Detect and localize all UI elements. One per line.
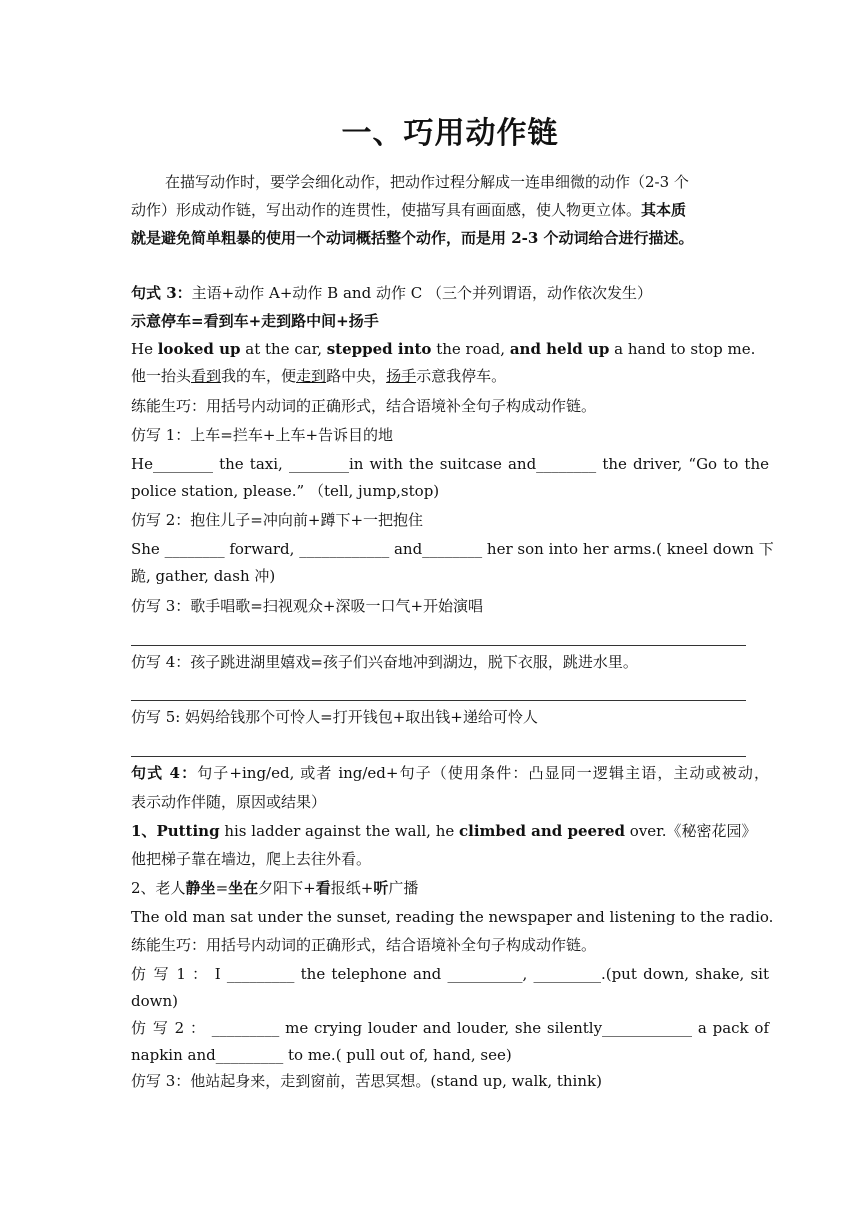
exercise-1-line-1: He________ the taxi, ________in with the suitcase and________ the driver, “Go to the	[131, 455, 769, 473]
exercise-5-prompt: 仿写 5: 妈妈给钱那个可怜人=打开钱包+取出钱+递给可怜人	[131, 708, 538, 726]
practice-instruction-1: 练能生巧：用括号内动词的正确形式，结合语境补全句子构成动作链。	[131, 397, 597, 415]
intro-line-2	[131, 200, 769, 220]
answer-line-4[interactable]	[131, 700, 746, 701]
intro-line-2-bold: 其本质	[641, 201, 687, 219]
exercise-4-3-prompt: 仿写 3：他站起身来，走到窗前，苦思冥想。(stand up, walk, think)	[131, 1072, 602, 1090]
exercise-2-prompt: 仿写 2：抱住儿子=冲向前+蹲下+一把抱住	[131, 511, 424, 529]
pattern-4-desc: 句子+ing/ed, 或者 ing/ed+句子（使用条件：凸显同一逻辑主语，主动或被动，	[197, 764, 769, 782]
ex-bold-verb: 看	[315, 879, 331, 897]
ex-number: 1、	[131, 822, 157, 840]
pattern-3-example-en	[131, 339, 769, 359]
pattern-3-heading	[131, 283, 769, 303]
ex-bold-verb: 听	[373, 879, 389, 897]
ex-text: =	[215, 879, 229, 897]
pattern-3-example-zh	[131, 366, 769, 386]
pattern-4-label: 句式 4：	[131, 764, 198, 782]
exercise-4-1-line-2: down)	[131, 992, 178, 1010]
pattern-4-example-1-zh: 他把梯子靠在墙边，爬上去往外看。	[131, 850, 372, 868]
intro-line-3: 就是避免简单粗暴的使用一个动词概括整个动作，而是用 2-3 个动词给合进行描述。	[131, 229, 694, 247]
pattern-4-example-2-zh	[131, 878, 769, 898]
zh-text: 我的车，便	[221, 367, 297, 385]
intro-line-2-text: 动作）形成动作链，写出动作的连贯性，使描写具有画面感，使人物更立体。	[131, 201, 642, 219]
pattern-4-example-1-en	[131, 821, 769, 841]
zh-text: 示意我停车。	[416, 367, 507, 385]
exercise-4-1-line-1: 仿 写 1 ： I _________ the telephone and __________, _________.(put down, shake, sit	[131, 965, 769, 983]
ex-bold-verb: climbed and peered	[459, 822, 626, 840]
ex-bold-verb: 坐在	[228, 879, 259, 897]
zh-text: 路中央，	[326, 367, 387, 385]
zh-text: 他一抬头	[131, 367, 192, 385]
exercise-2-line-2: 跪, gather, dash 冲)	[131, 567, 276, 585]
ex-text: He	[131, 340, 158, 358]
ex-text: 广播	[388, 879, 419, 897]
zh-underlined-verb: 走到	[296, 367, 327, 385]
ex-text: a hand to stop me.	[609, 340, 756, 358]
practice-instruction-2: 练能生巧：用括号内动词的正确形式，结合语境补全句子构成动作链。	[131, 936, 597, 954]
pattern-4-desc-2: 表示动作伴随，原因或结果）	[131, 793, 327, 811]
ex-text: his ladder against the wall, he	[219, 822, 460, 840]
pattern-3-label: 句式 3：	[131, 284, 192, 302]
ex-bold-verb: stepped into	[326, 340, 432, 358]
ex-text: at the car,	[240, 340, 327, 358]
exercise-4-2-line-2: napkin and_________ to me.( pull out of, hand, see)	[131, 1046, 512, 1064]
pattern-3-desc: 主语+动作 A+动作 B and 动作 C （三个并列谓语，动作依次发生）	[191, 284, 652, 302]
intro-line-1: 在描写动作时，要学会细化动作，把动作过程分解成一连串细微的动作（2-3 个	[165, 173, 689, 191]
answer-line-3[interactable]	[131, 645, 746, 646]
exercise-3-prompt: 仿写 3：歌手唱歌=扫视观众+深吸一口气+开始演唱	[131, 597, 484, 615]
page-title: 一、巧用动作链	[341, 116, 559, 151]
pattern-4-example-2-en: The old man sat under the sunset, reading the newspaper and listening to the radio.	[131, 908, 774, 926]
exercise-4-2-line-1: 仿 写 2 ： _________ me crying louder and louder, she silently____________ a pack of	[131, 1019, 769, 1037]
answer-line-5[interactable]	[131, 756, 746, 757]
pattern-3-subtitle: 示意停车=看到车+走到路中间+扬手	[131, 312, 379, 330]
ex-bold-verb: looked up	[157, 340, 241, 358]
zh-underlined-verb: 扬手	[386, 367, 417, 385]
ex-bold-verb: and held up	[509, 340, 610, 358]
ex-bold-verb: Putting	[156, 822, 220, 840]
zh-underlined-verb: 看到	[191, 367, 222, 385]
ex-text: 报纸+	[330, 879, 374, 897]
exercise-1-line-2: police station, please.” （tell, jump,stop)	[131, 482, 440, 500]
pattern-4-heading	[131, 763, 769, 783]
exercise-2-line-1: She ________ forward, ____________ and________ her son into her arms.( kneel down 下	[131, 540, 774, 558]
exercise-1-prompt: 仿写 1：上车=拦车+上车+告诉目的地	[131, 426, 394, 444]
ex-text: 2、老人	[131, 879, 186, 897]
ex-text: the road,	[431, 340, 510, 358]
exercise-4-prompt: 仿写 4：孩子跳进湖里嬉戏=孩子们兴奋地冲到湖边，脱下衣服，跳进水里。	[131, 653, 638, 671]
ex-text: over.《秘密花园》	[625, 822, 757, 840]
ex-text: 夕阳下+	[258, 879, 316, 897]
ex-bold-verb: 静坐	[185, 879, 216, 897]
